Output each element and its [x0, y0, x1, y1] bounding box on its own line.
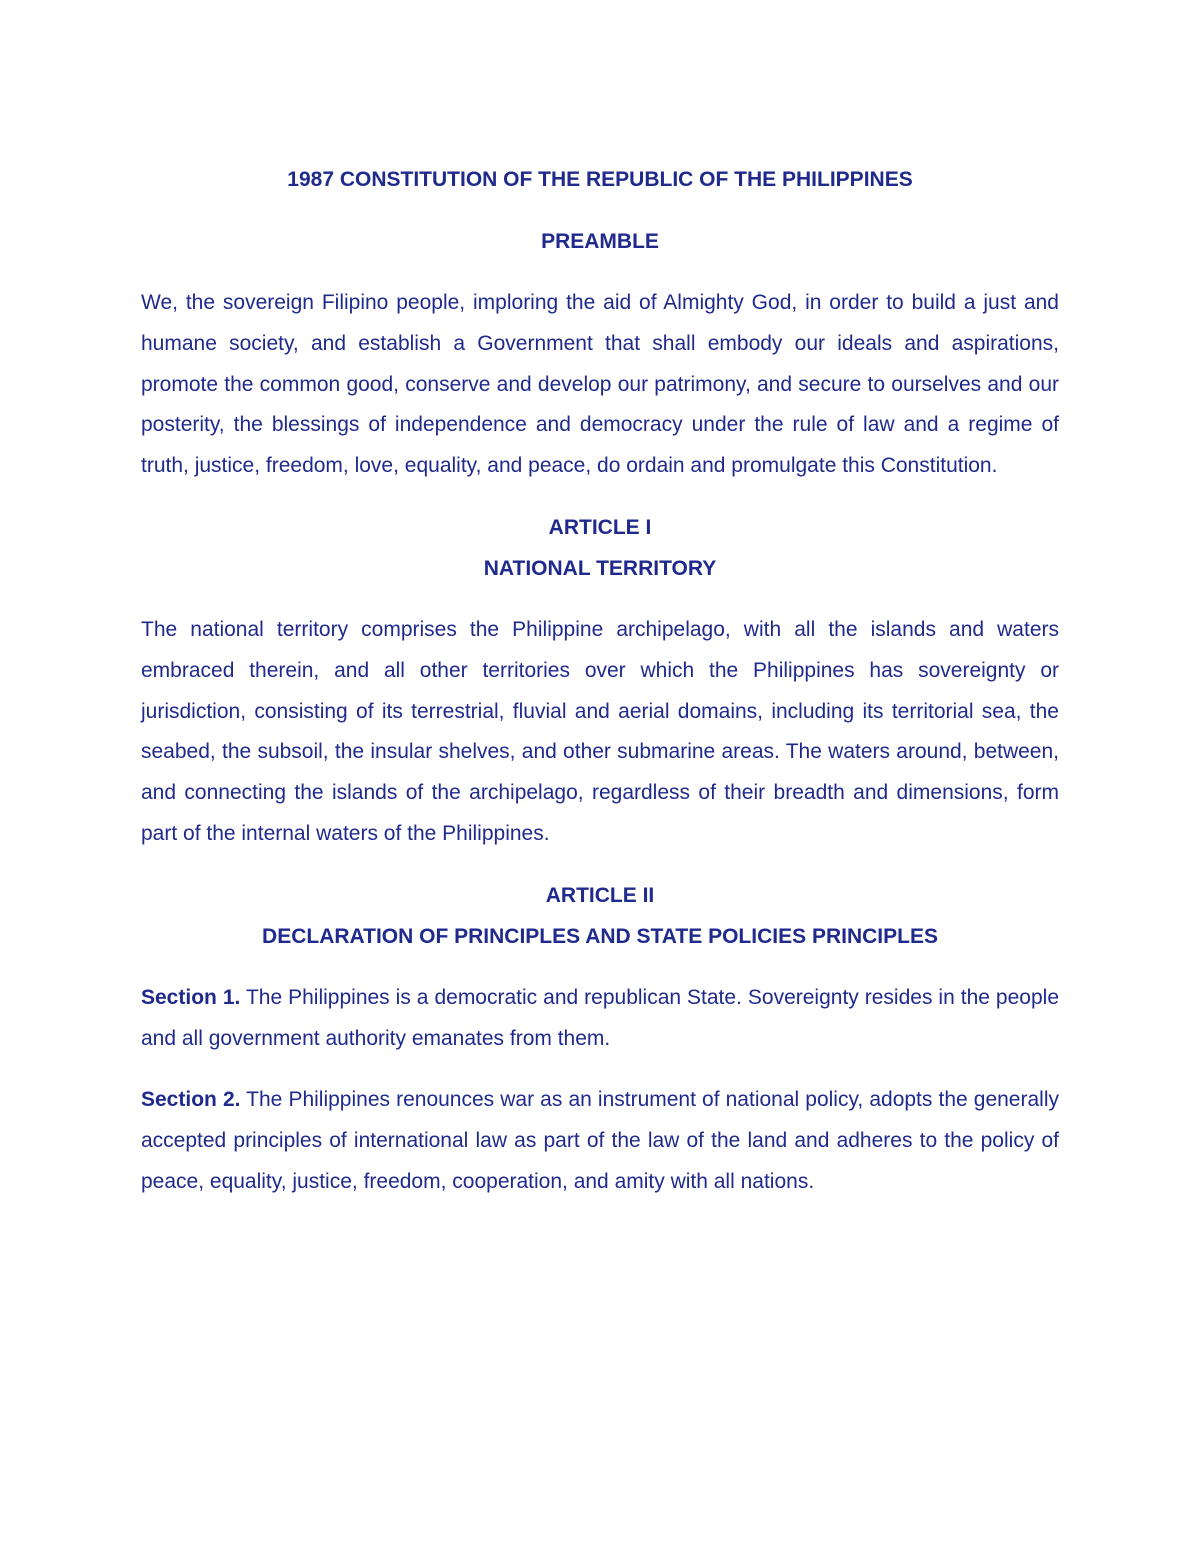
- preamble-text: We, the sovereign Filipino people, imploring the aid of Almighty God, in order to build a just and humane society, and establish a Government that shall embody our ideals and aspirations, promote the common good, conserve and develop our patrimony, and secure to ourselves and our posterity, the blessings of independence and democracy under the rule of law and a regime of truth, justice, freedom, love, equality, and peace, do ordain and promulgate this Constitution.: [141, 291, 1059, 478]
- section-2-text: The Philippines renounces war as an instrument of national policy, adopts the generally accepted principles of international law as part of the law of the land and adheres to the policy of peace, equality, justice, freedom, cooperation, and amity with all nations.: [141, 1088, 1059, 1193]
- section-1-label: Section 1.: [141, 985, 241, 1009]
- article-1-title: NATIONAL TERRITORY: [483, 556, 717, 580]
- document-title: 1987 CONSTITUTION OF THE REPUBLIC OF THE PHILIPPINES: [287, 168, 913, 191]
- document-page: [141, 160, 1059, 1203]
- section-1-paragraph: [141, 978, 1059, 1060]
- article-2-title: DECLARATION OF PRINCIPLES AND STATE POLICIES PRINCIPLES: [262, 924, 938, 948]
- article-1-text: The national territory comprises the Philippine archipelago, with all the islands and waters embraced therein, and all other territories over which the Philippines has sovereignty or jurisdiction, consisting of its terrestrial, fluvial and aerial domains, including its territorial sea, the seabed, the subsoil, the insular shelves, and other submarine areas. The waters around, between, and connecting the islands of the archipelago, regardless of their breadth and dimensions, form part of the internal waters of the Philippines.: [141, 617, 1059, 845]
- section-2-paragraph: [141, 1080, 1059, 1202]
- article-1-number: ARTICLE I: [548, 515, 652, 539]
- section-1-text: The Philippines is a democratic and republican State. Sovereignty resides in the people and all government authority emanates from them.: [141, 985, 1059, 1050]
- preamble-heading: PREAMBLE: [541, 230, 659, 253]
- article-2-number: ARTICLE II: [545, 883, 655, 907]
- section-2-label: Section 2.: [141, 1088, 241, 1112]
